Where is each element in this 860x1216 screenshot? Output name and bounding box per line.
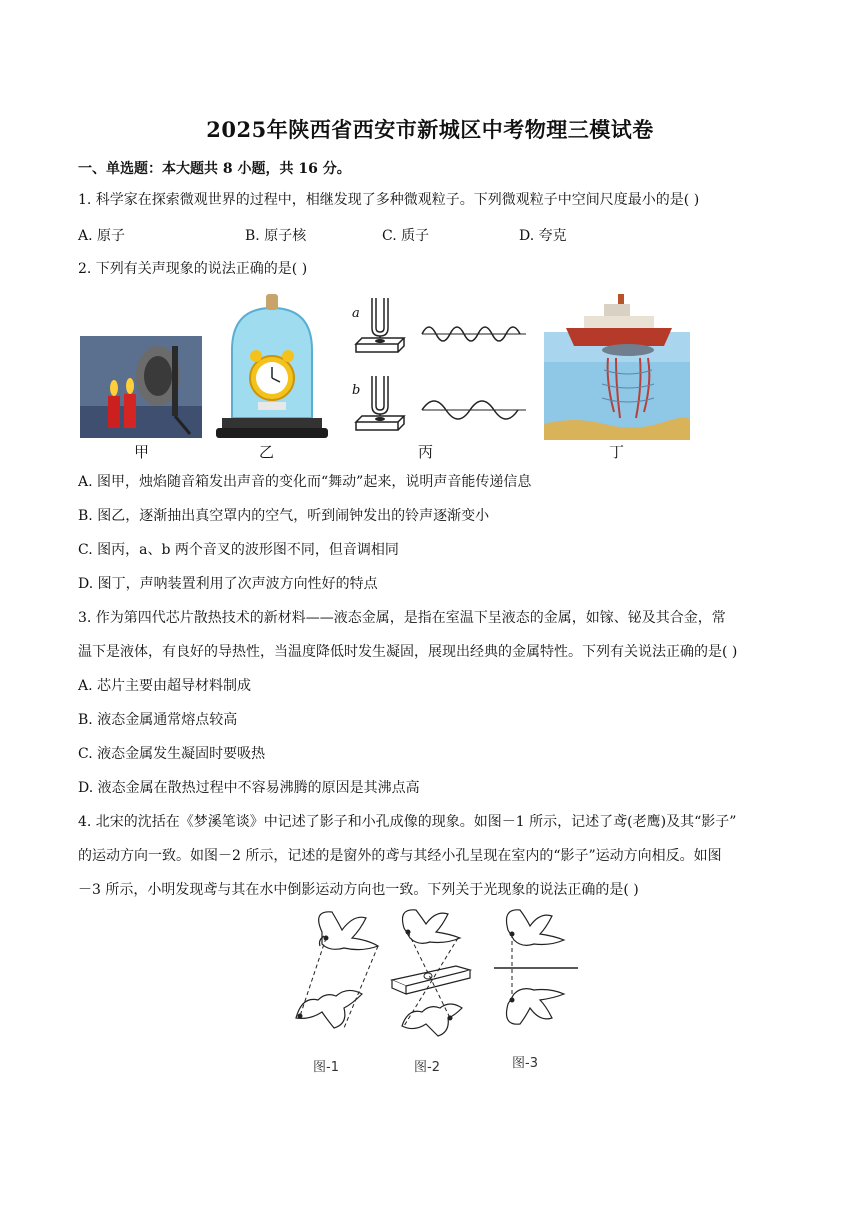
q1-option-d[interactable]: D. 夸克 bbox=[519, 228, 567, 244]
fork-label-b: b bbox=[352, 383, 361, 398]
q1-option-a[interactable]: A. 原子 bbox=[78, 228, 126, 244]
question-3-stem-line2: 温下是液体，有良好的导热性，当温度降低时发生凝固，展现出经典的金属特性。下列有关说法正确的是( ) bbox=[78, 644, 738, 660]
section-heading: 一、单选题：本大题共 8 小题，共 16 分。 bbox=[78, 161, 351, 177]
figure-caption-1: 图-1 bbox=[313, 1060, 339, 1075]
question-2-stem: 2. 下列有关声现象的说法正确的是( ) bbox=[78, 261, 308, 277]
question-4-stem-line3: －3 所示，小明发现鸢与其在水中倒影运动方向也一致。下列关于光现象的说法正确的是( ) bbox=[78, 882, 639, 898]
figure-label-ding: 丁 bbox=[609, 443, 625, 461]
question-4-stem-line2: 的运动方向一致。如图－2 所示，记述的是窗外的鸢与其经小孔呈现在室内的“影子”运动方向相反。如图 bbox=[78, 848, 722, 864]
q3-option-a[interactable]: A. 芯片主要由超导材料制成 bbox=[78, 678, 252, 694]
q3-option-b[interactable]: B. 液态金属通常熔点较高 bbox=[78, 712, 238, 728]
q2-option-b[interactable]: B. 图乙，逐渐抽出真空罩内的空气，听到闹钟发出的铃声逐渐变小 bbox=[78, 508, 490, 524]
q3-option-c[interactable]: C. 液态金属发生凝固时要吸热 bbox=[78, 746, 266, 762]
figure-label-jia: 甲 bbox=[134, 443, 150, 461]
kite-shadow-figure-1 bbox=[282, 900, 386, 1040]
q1-option-c[interactable]: C. 质子 bbox=[382, 228, 430, 244]
page-title: 2025年陕西省西安市新城区中考物理三模试卷 bbox=[206, 117, 654, 142]
question-3-stem-line1: 3. 作为第四代芯片散热技术的新材料——液态金属，是指在室温下呈液态的金属，如镓、铋及其合金，常 bbox=[78, 610, 726, 626]
fork-label-a: a bbox=[352, 306, 360, 321]
question-4-stem-line1: 4. 北宋的沈括在《梦溪笔谈》中记述了影子和小孔成像的现象。如图－1 所示，记述了鸢(老鹰)及其“影子” bbox=[78, 814, 737, 830]
speaker-candles-image bbox=[80, 336, 202, 438]
question-1-stem: 1. 科学家在探索微观世界的过程中，相继发现了多种微观粒子。下列微观粒子中空间尺度最小的是( ) bbox=[78, 192, 700, 208]
figure-caption-2: 图-2 bbox=[414, 1060, 440, 1075]
figure-caption-3: 图-3 bbox=[512, 1056, 538, 1071]
ship-sonar-image bbox=[544, 292, 690, 440]
q1-option-b[interactable]: B. 原子核 bbox=[245, 228, 307, 244]
kite-reflection-figure-3 bbox=[494, 900, 584, 1040]
q2-option-d[interactable]: D. 图丁，声呐装置利用了次声波方向性好的特点 bbox=[78, 576, 378, 592]
kite-pinhole-figure-2 bbox=[390, 900, 480, 1042]
q2-option-a[interactable]: A. 图甲，烛焰随音箱发出声音的变化而“舞动”起来，说明声音能传递信息 bbox=[78, 474, 532, 490]
figure-label-bing: 丙 bbox=[418, 443, 434, 461]
q3-option-d[interactable]: D. 液态金属在散热过程中不容易沸腾的原因是其沸点高 bbox=[78, 780, 420, 796]
bell-jar-clock-image bbox=[214, 290, 330, 440]
figure-label-yi: 乙 bbox=[259, 443, 275, 461]
q2-option-c[interactable]: C. 图丙，a、b 两个音叉的波形图不同，但音调相同 bbox=[78, 542, 399, 558]
tuning-forks-waves-image bbox=[346, 290, 530, 442]
